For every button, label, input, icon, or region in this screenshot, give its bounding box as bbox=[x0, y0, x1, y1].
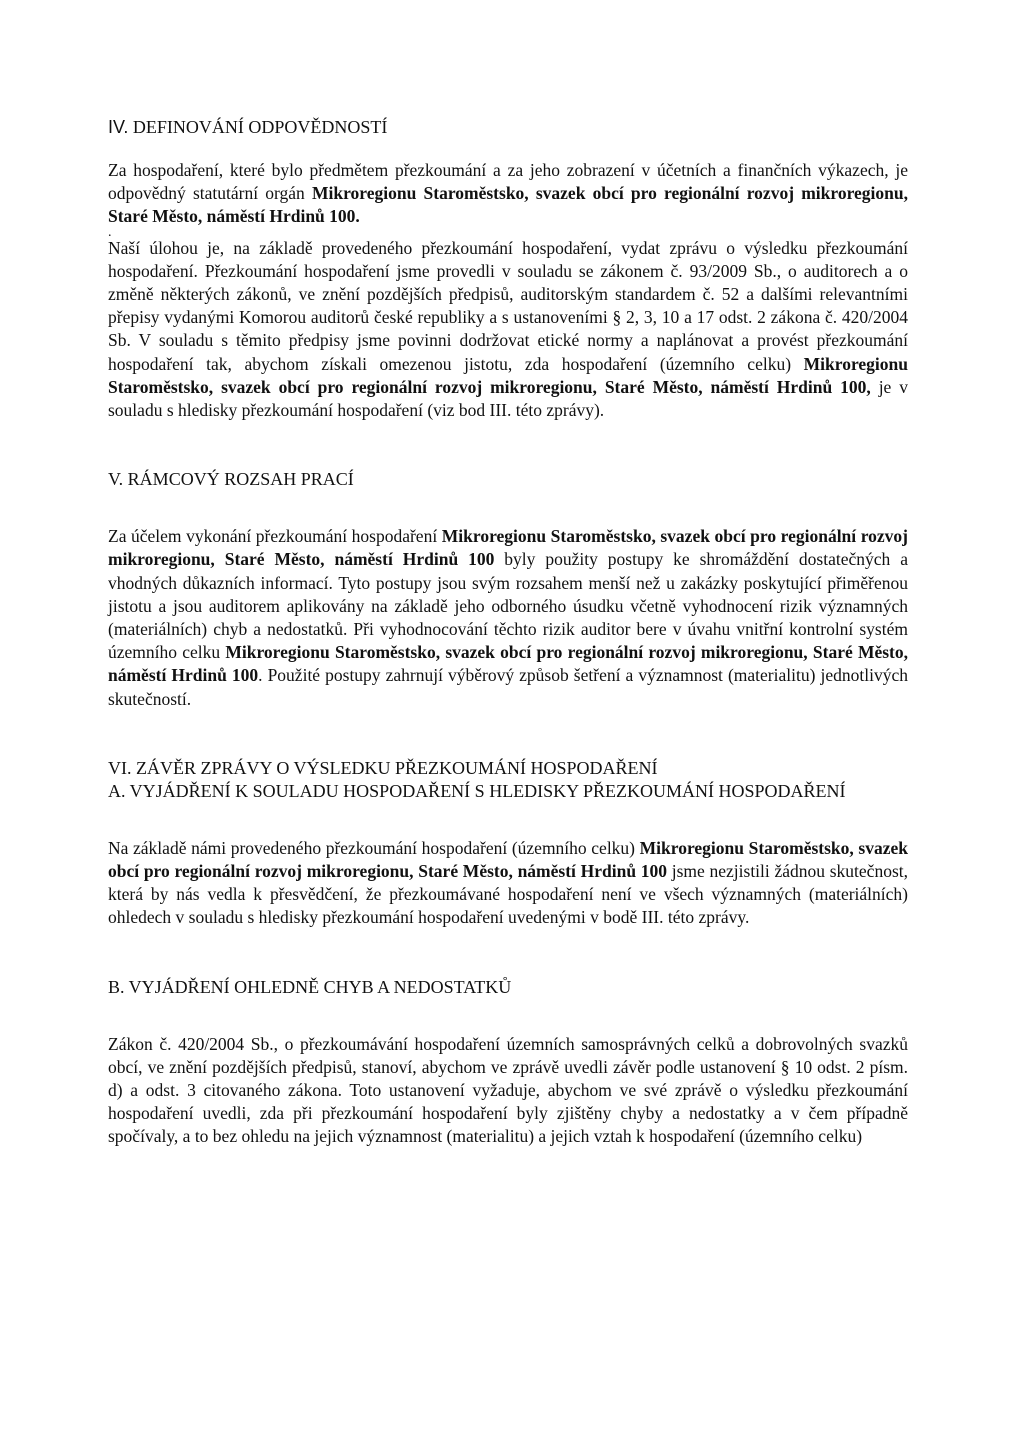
section-v-heading: V. RÁMCOVÝ ROZSAH PRACÍ bbox=[108, 469, 354, 490]
text-run: Za hospodaření, které bylo předmětem přezkoumání a za jeho zobrazení v účetních a finančních výkazech, je odpovědný statutární orgán bbox=[108, 160, 908, 204]
section-iv-paragraph-1 bbox=[108, 159, 908, 229]
stray-dot: . bbox=[108, 224, 112, 240]
document-page bbox=[108, 116, 908, 1149]
section-iv-number: IV. bbox=[108, 117, 129, 137]
bold-entity-name: Mikroregionu Staroměstsko, svazek obcí pro regionální rozvoj mikroregionu, Staré Město, náměstí Hrdinů 100 bbox=[108, 837, 908, 882]
bold-entity-name: Mikroregionu Staroměstsko, svazek obcí pro regionální rozvoj mikroregionu, Staré Město, náměstí Hrdinů 100 bbox=[108, 642, 909, 686]
text-run: Za účelem vykonání přezkoumání hospodaření bbox=[108, 526, 442, 547]
section-vi-heading: VI. ZÁVĚR ZPRÁVY O VÝSLEDKU PŘEZKOUMÁNÍ HOSPODAŘENÍ bbox=[108, 757, 658, 778]
section-a-heading: A. VYJÁDŘENÍ K SOULADU HOSPODAŘENÍ S HLEDISKY PŘEZKOUMÁNÍ HOSPODAŘENÍ bbox=[108, 780, 846, 801]
section-iv-paragraph-2 bbox=[108, 237, 908, 423]
text-run: byly použity postupy ke shromáždění dostatečných a vhodných důkazních informací. Tyto postupy jsou svým rozsahem menší než u zakázky poskytující přiměřenou jistotu a jsou auditorem aplikovány na základě jeho odborného úsudku včetně vyhodnocení rizik významných (materiálních) chyb a nedostatků. Při vyhodnocování těchto rizik auditor bere v úvahu vnitřní kontrolní systém územního celku bbox=[108, 549, 908, 663]
section-iv-heading bbox=[108, 116, 908, 139]
text-run: Na základě námi provedeného přezkoumání hospodaření (územního celku) bbox=[108, 837, 640, 858]
text-run: . Použité postupy zahrnují výběrový způsob šetření a významnost (materialitu) jednotlivých skutečností. bbox=[108, 665, 908, 709]
bold-entity-name: Mikroregionu Staroměstsko, svazek obcí pro regionální rozvoj mikroregionu, Staré Město, náměstí Hrdinů 100. bbox=[108, 183, 908, 227]
section-b-heading: B. VYJÁDŘENÍ OHLEDNĚ CHYB A NEDOSTATKŮ bbox=[108, 976, 512, 997]
text-run: jsme nezjistili žádnou skutečnost, která by nás vedla k přesvědčení, že přezkoumávané hospodaření není ve všech významných (materiálních) ohledech v souladu s hledisky přezkoumání hospodaření uvedenými v bodě III. této zprávy. bbox=[108, 861, 908, 928]
text-run: je v souladu s hledisky přezkoumání hospodaření (viz bod III. této zprávy). bbox=[108, 376, 908, 421]
section-b-paragraph: Zákon č. 420/2004 Sb., o přezkoumávání hospodaření územních samosprávných celků a dobrovolných svazků obcí, ve znění pozdějších předpisů, stanoví, abychom ve zprávě uvedli závěr podle ustanovení § 10 odst. 2 písm. d) a odst. 3 citovaného zákona. Toto ustanovení vyžaduje, abychom ve své zprávě o výsledku přezkoumání hospodaření uvedli, zda při přezkoumání hospodaření byly zjištěny chyby a nedostatky a v čem případně spočívaly, a to bez ohledu na jejich významnost (materialitu) a jejich vztah k hospodaření (územního celku) bbox=[108, 1033, 908, 1147]
section-a-paragraph bbox=[108, 837, 908, 930]
section-v-paragraph bbox=[108, 525, 908, 711]
bold-entity-name: Mikroregionu Staroměstsko, svazek obcí pro regionální rozvoj mikroregionu, Staré Město, náměstí Hrdinů 100, bbox=[108, 353, 908, 397]
bold-entity-name: Mikroregionu Staroměstsko, svazek obcí pro regionální rozvoj mikroregionu, Staré Město, náměstí Hrdinů 100 bbox=[108, 526, 908, 570]
section-iv-title: DEFINOVÁNÍ ODPOVĚDNOSTÍ bbox=[132, 117, 388, 137]
text-run: Naší úlohou je, na základě provedeného přezkoumání hospodaření, vydat zprávu o výsledku přezkoumání hospodaření. Přezkoumání hospodaření jsme provedli v souladu se zákonem č. 93/2009 Sb., o auditorech a o změně některých zákonů, ve znění pozdějších předpisů, auditorským standardem č. 52 a dalšími relevantními přepisy vydanými Komorou auditorů české republiky a s ustanoveními § 2, 3, 10 a 17 odst. 2 zákona č. 420/2004 Sb. V souladu s těmito předpisy jsme povinni dodržovat etické normy a naplánovat a provést přezkoumání hospodaření tak, abychom získali omezenou jistotu, zda hospodaření (územního celku) bbox=[108, 237, 908, 374]
